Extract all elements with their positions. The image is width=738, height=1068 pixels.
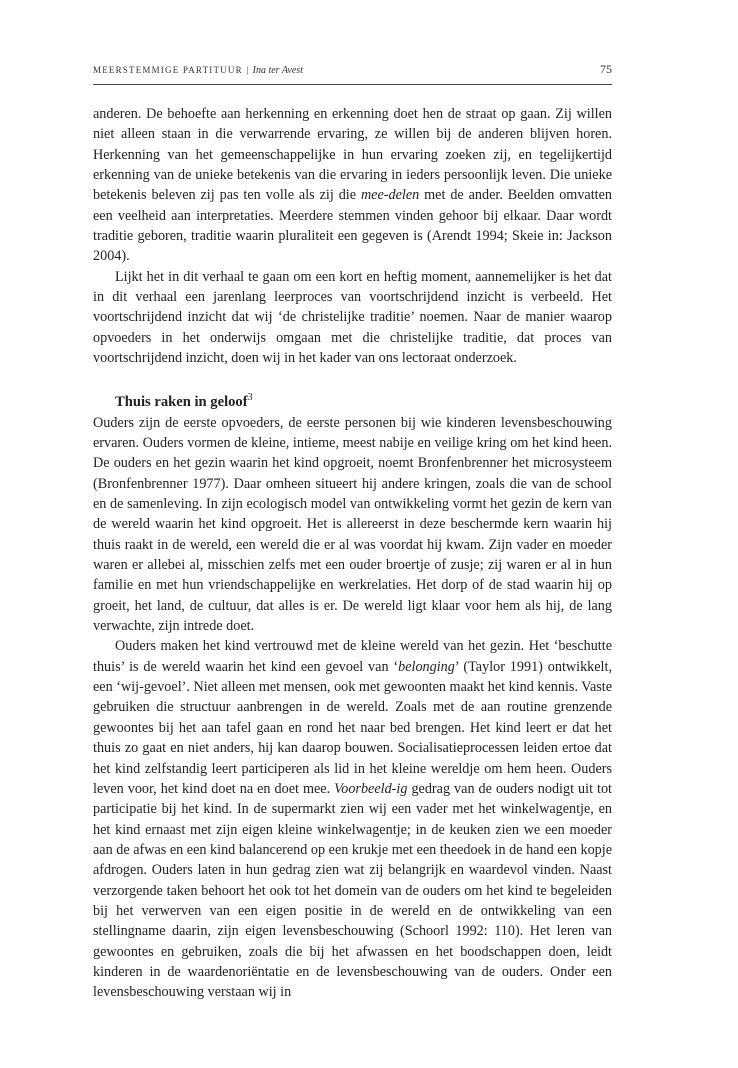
page-number: 75: [600, 62, 612, 76]
paragraph-1-text-a: anderen. De behoefte aan herkenning en erkenning doet hen de straat op gaan. Zij willen niet alleen staan in die verwarrende ervaring, ze willen bij de anderen blijven horen. Herkenning van het gemeenschappelijke in hun ervaring zoeken zij, en tegelijkertijd erkenning van de unieke betekenis van die ervaring in ieders persoonlijk leven. Die unieke betekenis beleven zij pas ten volle als zij die: [93, 106, 612, 204]
section-spacer: [93, 368, 612, 388]
running-head-separator: |: [246, 65, 249, 75]
running-head-left: [93, 65, 303, 76]
footnote-marker: 3: [247, 392, 253, 404]
header-rule: [93, 84, 612, 85]
paragraph-1: [93, 104, 612, 267]
paragraph-1-emphasis: mee-delen: [360, 187, 420, 204]
paragraph-4-text-a: Ouders maken het kind vertrouwd met de kleine wereld van het gezin. Het ‘beschutte thuis’ is de wereld waarin het kind een gevoel van ‘: [93, 638, 612, 675]
paragraph-3: Ouders zijn de eerste opvoeders, de eerste personen bij wie kinderen levensbeschouwing ervaren. Ouders vormen de kleine, intieme, meest nabije en veilige kring om het kind heen. De ouders en het gezin waarin het kind opgroeit, noemt Bronfenbrenner het microsysteem (Bronfenbrenner 1977). Daar omheen situeert hij andere kringen, zoals die van de school en de samenleving. In zijn ecologisch model van ontwikkeling vormt het gezin de kern van de wereld waarin het kind opgroeit. Het is allereerst in deze beschermde kern waarin hij thuis raakt in de wereld, een wereld die er al was voordat hij kwam. Zijn vader en moeder waren er allebei al, misschien zelfs met een ouder broertje of zusje; zij waren er al in hun familie en met hun vriendschappelijke en werkrelaties. Het dorp of de stad waarin hij op groeit, het land, de cultuur, dat alles is er. De wereld ligt klaar voor hem als hij, de lang verwachte, zijn intrede doet.: [93, 414, 612, 635]
paragraph-2: Lijkt het in dit verhaal te gaan om een kort en heftig moment, aannemelijker is het dat in dit verhaal een jarenlang leerproces van voortschrijdend inzicht is verbeeld. Het voortschrijdend inzicht dat wij ‘de christelijke traditie’ noemen. Naar de manier waarop opvoeders in het onderwijs omgaan met die christelijke traditie, dat proces van voortschrijdend inzicht, doen wij in het kader van ons lectoraat onderzoek.: [93, 268, 612, 367]
paragraph-4-text-c: gedrag van de ouders nodigt uit tot participatie bij het kind. In de supermarkt zien wij een vader met het winkelwagentje, en het kind ernaast met zijn eigen kleine winkelwagentje; in de keuken zien we een moeder aan de afwas en een kind balancerend op een krukje met een theedoek in de hand een kopje afdrogen. Ouders laten in hun gedrag zien wat zij belangrijk en waardevol vinden. Naast verzorgende taken behoort het ook tot het domein van de ouders om het kind te begeleiden bij het verwerven van een eigen positie in de wereld en de ontwikkeling van een stellingname daarin, zijn eigen levensbeschouwing (Schoorl 1992: 110). Het leren van gewoontes en gebruiken, zoals die bij het afwassen en het boodschappen doen, leidt kinderen in de waardenoriëntatie en de levensbeschouwing van de ouders. Onder een levensbeschouwing verstaan wij in: [93, 780, 612, 1001]
running-head-author: Ina ter Avest: [252, 65, 303, 76]
paragraph-4: [93, 636, 612, 1002]
running-head-title: MEERSTEMMIGE PARTITUUR: [93, 65, 243, 75]
paragraph-4-emphasis-2: Voorbeeld-ig: [334, 780, 408, 797]
section-heading-text: Thuis raken in geloof: [115, 394, 248, 411]
section-heading: [93, 388, 612, 412]
body-text: [93, 104, 612, 1003]
paragraph-4-emphasis-1: belonging: [398, 658, 455, 675]
paragraph-1-text-b: met de ander. Beelden omvatten een veelheid aan interpretaties. Meerdere stemmen vinden gehoor bij elkaar. Daar wordt traditie geboren, traditie waarin pluraliteit een gegeven is (Arendt 1994; Skeie in: Jackson 2004).: [93, 187, 612, 265]
running-head: [93, 62, 612, 82]
paragraph-4-text-b: ’ (Taylor 1991) ontwikkelt, een ‘wij-gevoel’. Niet alleen met mensen, ook met gewoonten maakt het kind kennis. Vaste gebruiken die structuur aanbrengen in de wereld. Zoals met de aan routine grenzende gewoontes bij het aan tafel gaan en rond het naar bed brengen. Het kind leert er dat het thuis zo gaat en niet anders, hij kan daarop bouwen. Socialisatieprocessen leiden ertoe dat het kind zelfstandig leert participeren als lid in het kleine wereldje om hem heen. Ouders leven voor, het kind doet na en doet mee.: [93, 658, 613, 797]
